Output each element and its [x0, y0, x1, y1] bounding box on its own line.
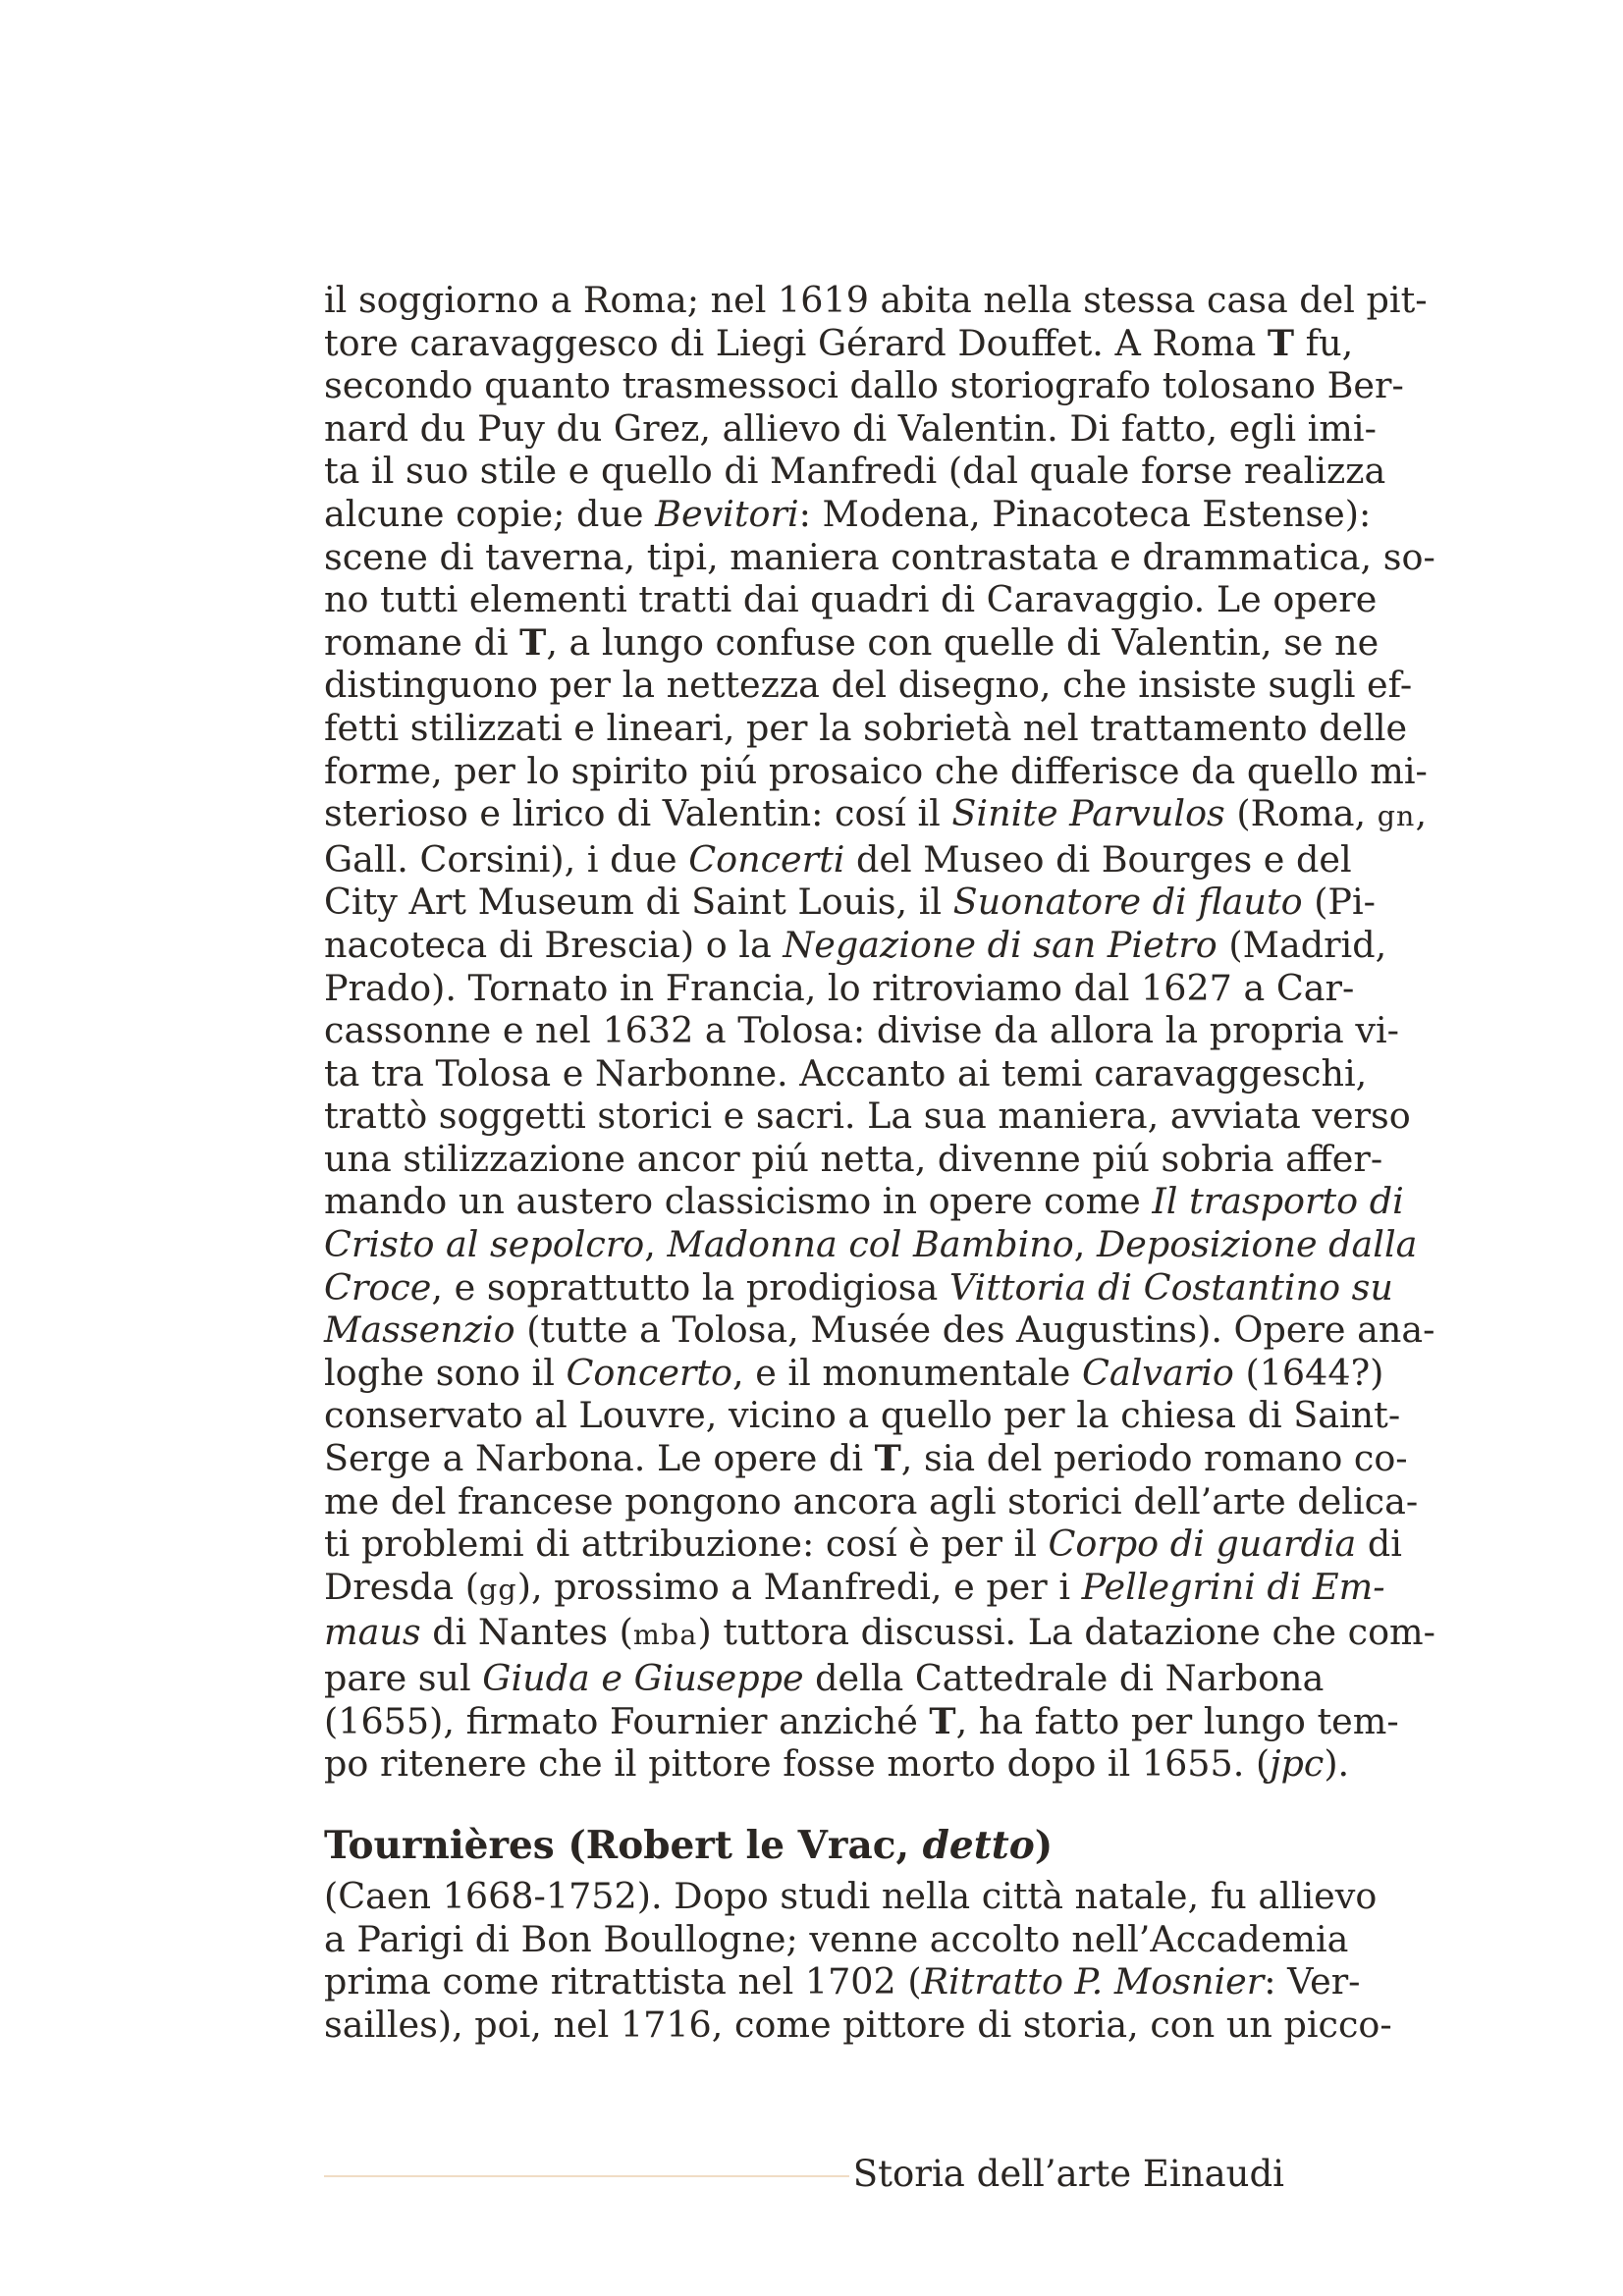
text-line: ta il suo stile e quello di Manfredi (dal quale forse realizza	[324, 450, 1386, 493]
italic-title: Croce	[324, 1265, 432, 1308]
text-line: Croce, e soprattutto la prodigiosa Vittoria di Costantino su	[324, 1265, 1393, 1308]
small-caps-abbrev: gn	[1377, 800, 1416, 833]
footer-publisher: Storia dell’arte Einaudi	[852, 2153, 1284, 2195]
italic-title: Vittoria di Costantino su	[948, 1265, 1393, 1308]
entry-text-tournieres	[324, 1875, 1392, 2046]
small-caps-abbrev: mba	[632, 1619, 698, 1652]
text-line: Gall. Corsini), i due Concerti del Museo di Bourges e del	[324, 837, 1352, 881]
italic-title: Concerto	[566, 1351, 733, 1394]
text-line: cassonne e nel 1632 a Tolosa: divise da allora la propria vi-	[324, 1009, 1400, 1052]
italic-title: Calvario	[1082, 1351, 1234, 1394]
bold-abbrev: T	[1267, 321, 1295, 364]
text-line: sterioso e lirico di Valentin: cosí il Sinite Parvulos (Roma, gn,	[324, 792, 1428, 835]
italic-title: Concerti	[688, 837, 845, 881]
italic-title: Ritratto P. Mosnier	[921, 1960, 1265, 2003]
italic-title: detto	[922, 1823, 1035, 1868]
text-line: distinguono per la nettezza del disegno, che insiste sugli ef-	[324, 664, 1413, 707]
text-line: fetti stilizzati e lineari, per la sobrietà nel trattamento delle	[324, 706, 1408, 749]
text-line: sailles), poi, nel 1716, come pittore di storia, con un picco-	[324, 2002, 1392, 2046]
text-line: Massenzio (tutte a Tolosa, Musée des Augustins). Opere ana-	[324, 1308, 1435, 1352]
text-line: forme, per lo spirito piú prosaico che differisce da quello mi-	[324, 749, 1428, 792]
italic-title: Deposizione dalla	[1096, 1223, 1418, 1266]
text-line: loghe sono il Concerto, e il monumentale Calvario (1644?)	[324, 1351, 1384, 1394]
text-line: pare sul Giuda e Giuseppe della Cattedrale di Narbona	[324, 1657, 1325, 1699]
small-caps-abbrev: gg	[479, 1573, 517, 1606]
entry-text-previous	[324, 279, 1435, 1786]
text-line: prima come ritrattista nel 1702 (Ritratto P. Mosnier: Ver-	[324, 1960, 1361, 2003]
italic-title: Madonna col Bambino	[667, 1223, 1074, 1266]
italic-title: jpc	[1270, 1742, 1325, 1786]
text-line: trattò soggetti storici e sacri. La sua maniera, avviata verso	[324, 1095, 1411, 1138]
italic-title: Bevitori	[655, 492, 799, 535]
text-line: nard du Puy du Grez, allievo di Valentin. Di fatto, egli imi-	[324, 406, 1377, 450]
text-line: Cristo al sepolcro, Madonna col Bambino, Deposizione dalla	[324, 1223, 1418, 1266]
text-line: (1655), firmato Fournier anziché T, ha fatto per lungo tem-	[324, 1699, 1399, 1742]
italic-title: Negazione di san Pietro	[783, 923, 1217, 966]
italic-title: Suonatore di flauto	[952, 881, 1303, 924]
italic-title: Cristo al sepolcro	[324, 1223, 645, 1266]
text-line: City Art Museum di Saint Louis, il Suonatore di flauto (Pi-	[324, 881, 1377, 924]
text-line: Prado). Tornato in Francia, lo ritroviamo dal 1627 a Car-	[324, 966, 1355, 1009]
text-line: no tutti elementi tratti dai quadri di Caravaggio. Le opere	[324, 578, 1378, 621]
footer-rule	[324, 2175, 849, 2177]
text-line: a Parigi di Bon Boullogne; venne accolto nell’Accademia	[324, 1917, 1349, 1960]
text-line: conservato al Louvre, vicino a quello per la chiesa di Saint-	[324, 1394, 1401, 1437]
text-line: scene di taverna, tipi, maniera contrastata e drammatica, so-	[324, 535, 1435, 578]
entry-heading: Tournières (Robert le Vrac, detto)	[324, 1823, 1054, 1868]
text-line: ti problemi di attribuzione: cosí è per il Corpo di guardia di	[324, 1522, 1402, 1566]
text-line: tore caravaggesco di Liegi Gérard Douffet. A Roma T fu,	[324, 321, 1354, 364]
text-line: alcune copie; due Bevitori: Modena, Pinacoteca Estense):	[324, 492, 1372, 535]
italic-title: Giuda e Giuseppe	[482, 1657, 804, 1699]
text-line: nacoteca di Brescia) o la Negazione di san Pietro (Madrid,	[324, 923, 1387, 966]
text-line: ta tra Tolosa e Narbonne. Accanto ai temi caravaggeschi,	[324, 1051, 1368, 1095]
text-line: il soggiorno a Roma; nel 1619 abita nella stessa casa del pit-	[324, 279, 1428, 321]
italic-title: Il trasporto di	[1152, 1180, 1404, 1223]
text-line: una stilizzazione ancor piú netta, divenne piú sobria affer-	[324, 1137, 1383, 1180]
text-line: po ritenere che il pittore fosse morto dopo il 1655. (jpc).	[324, 1742, 1350, 1786]
text-line: Dresda (gg), prossimo a Manfredi, e per i Pellegrini di Em-	[324, 1565, 1385, 1608]
bold-abbrev: T	[929, 1699, 956, 1742]
italic-title: Pellegrini di Em-	[1081, 1565, 1385, 1608]
bold-abbrev: T	[519, 620, 547, 664]
italic-title: Corpo di guardia	[1048, 1522, 1357, 1566]
italic-title: Massenzio	[324, 1308, 515, 1352]
text-line: me del francese pongono ancora agli storici dell’arte delica-	[324, 1479, 1419, 1522]
text-line: maus di Nantes (mba) tuttora discussi. La datazione che com-	[324, 1611, 1435, 1654]
bold-abbrev: T	[874, 1437, 901, 1480]
italic-title: maus	[324, 1611, 421, 1654]
italic-title: Sinite Parvulos	[951, 792, 1225, 835]
text-line: (Caen 1668-1752). Dopo studi nella città natale, fu allievo	[324, 1875, 1378, 1917]
text-line: Serge a Narbona. Le opere di T, sia del periodo romano co-	[324, 1437, 1408, 1480]
text-line: romane di T, a lungo confuse con quelle di Valentin, se ne	[324, 620, 1380, 664]
text-line: mando un austero classicismo in opere come Il trasporto di	[324, 1180, 1404, 1223]
text-line: secondo quanto trasmessoci dallo storiografo tolosano Ber-	[324, 364, 1404, 407]
